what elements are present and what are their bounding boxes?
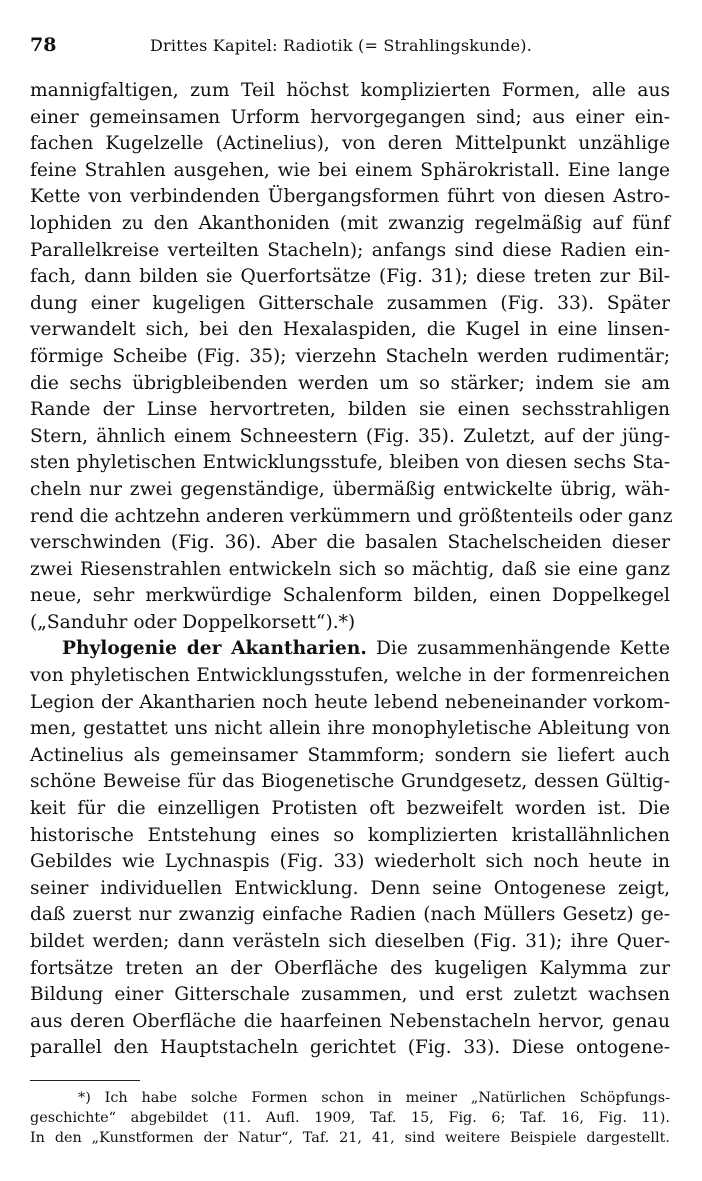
footnote xyxy=(30,1088,670,1148)
text-line: Gebildes wie Lychnaspis (Fig. 33) wiederholt sich noch heute in xyxy=(30,851,670,873)
text-line: men, gestattet uns nicht allein ihre monophyletische Ableitung von xyxy=(30,718,670,740)
text-line: Parallelkreise verteilten Stacheln); anfangs sind diese Radien ein- xyxy=(30,239,670,261)
text-line: fach, dann bilden sie Querfortsätze (Fig. 31); diese treten zur Bil- xyxy=(30,266,670,288)
text-line: verwandelt sich, bei den Hexalaspiden, die Kugel in eine linsen- xyxy=(30,319,670,341)
text-line: feine Strahlen ausgehen, wie bei einem Sphärokristall. Eine lange xyxy=(30,159,670,181)
footnote-line: In den „Kunstformen der Natur“, Taf. 21, 41, sind weitere Beispiele dargestellt. xyxy=(30,1130,670,1146)
text-line: Stern, ähnlich einem Schneestern (Fig. 35). Zuletzt, auf der jüng- xyxy=(30,425,670,447)
paragraph-start-line xyxy=(30,636,670,663)
text-line: einer gemeinsamen Urform hervorgegangen sind; aus einer ein- xyxy=(30,106,670,128)
footnote-line: geschichte“ abgebildet (11. Aufl. 1909, Taf. 15, Fig. 6; Taf. 16, Fig. 11). xyxy=(30,1110,670,1126)
text-line: sten phyletischen Entwicklungsstufe, bleiben von diesen sechs Sta- xyxy=(30,452,670,474)
text-line: daß zuerst nur zwanzig einfache Radien (nach Müllers Gesetz) ge- xyxy=(30,904,670,926)
text-line: von phyletischen Entwicklungsstufen, welche in der formenreichen xyxy=(30,665,670,687)
text-line: förmige Scheibe (Fig. 35); vierzehn Stacheln werden rudimentär; xyxy=(30,345,670,367)
page-number: 78 xyxy=(30,34,57,56)
running-head: Drittes Kapitel: Radiotik (= Strahlingskunde). xyxy=(150,36,532,55)
text-line: historische Entstehung eines so komplizierten kristallähnlichen xyxy=(30,824,670,846)
text-line: Kette von verbindenden Übergangsformen führt von diesen Astro- xyxy=(30,186,670,208)
text-line: cheln nur zwei gegenständige, übermäßig entwickelte übrig, wäh- xyxy=(30,478,670,500)
text-line: Bildung einer Gitterschale zusammen, und erst zuletzt wachsen xyxy=(30,984,670,1006)
text-line: lophiden zu den Akanthoniden (mit zwanzig regelmäßig auf fünf xyxy=(30,212,670,234)
text-line: die sechs übrigbleibenden werden um so stärker; indem sie am xyxy=(30,372,670,394)
text-line: schöne Beweise für das Biogenetische Grundgesetz, dessen Gültig- xyxy=(30,771,670,793)
text-line: neue, sehr merkwürdige Schalenform bilden, einen Doppelkegel xyxy=(30,585,670,607)
text-line: keit für die einzelligen Protisten oft bezweifelt worden ist. Die xyxy=(30,798,670,820)
text-line: Rande der Linse hervortreten, bilden sie einen sechsstrahligen xyxy=(30,399,670,421)
text-line: bildet werden; dann verästeln sich dieselben (Fig. 31); ihre Quer- xyxy=(30,931,670,952)
text-line: seiner individuellen Entwicklung. Denn seine Ontogenese zeigt, xyxy=(30,877,670,899)
text-line: zwei Riesenstrahlen entwickeln sich so mächtig, daß sie eine ganz xyxy=(30,558,670,580)
text-line: aus deren Oberfläche die haarfeinen Nebenstacheln hervor, genau xyxy=(30,1010,670,1032)
section-heading: Phylogenie der Akantharien. xyxy=(62,638,367,660)
text-line: fachen Kugelzelle (Actinelius), von deren Mittelpunkt unzählige xyxy=(30,133,670,155)
text-line: mannigfaltigen, zum Teil höchst komplizierten Formen, alle aus xyxy=(30,80,670,101)
text-line: fortsätze treten an der Oberfläche des kugeligen Kalymma zur xyxy=(30,957,670,979)
footnote-line: *) Ich habe solche Formen schon in meiner „Natürlichen Schöpfungs- xyxy=(78,1090,670,1106)
text-fragment: Die zusammenhängende Kette xyxy=(366,638,670,660)
page-header xyxy=(30,34,670,58)
text-line: Legion der Akantharien noch heute lebend nebeneinander vorkom- xyxy=(30,691,670,713)
text-line: dung einer kugeligen Gitterschale zusammen (Fig. 33). Später xyxy=(30,292,670,314)
footnote-divider xyxy=(30,1080,140,1081)
text-line: verschwinden (Fig. 36). Aber die basalen Stachelscheiden dieser xyxy=(30,532,670,554)
text-line: rend die achtzehn anderen verkümmern und größtenteils oder ganz xyxy=(30,505,673,527)
text-line: („Sanduhr oder Doppelkorsett“).*) xyxy=(30,611,356,633)
text-line: Actinelius als gemeinsamer Stammform; sondern sie liefert auch xyxy=(30,744,670,766)
text-line: parallel den Hauptstacheln gerichtet (Fig. 33). Diese ontogene- xyxy=(30,1037,670,1059)
body-text xyxy=(30,78,673,1062)
